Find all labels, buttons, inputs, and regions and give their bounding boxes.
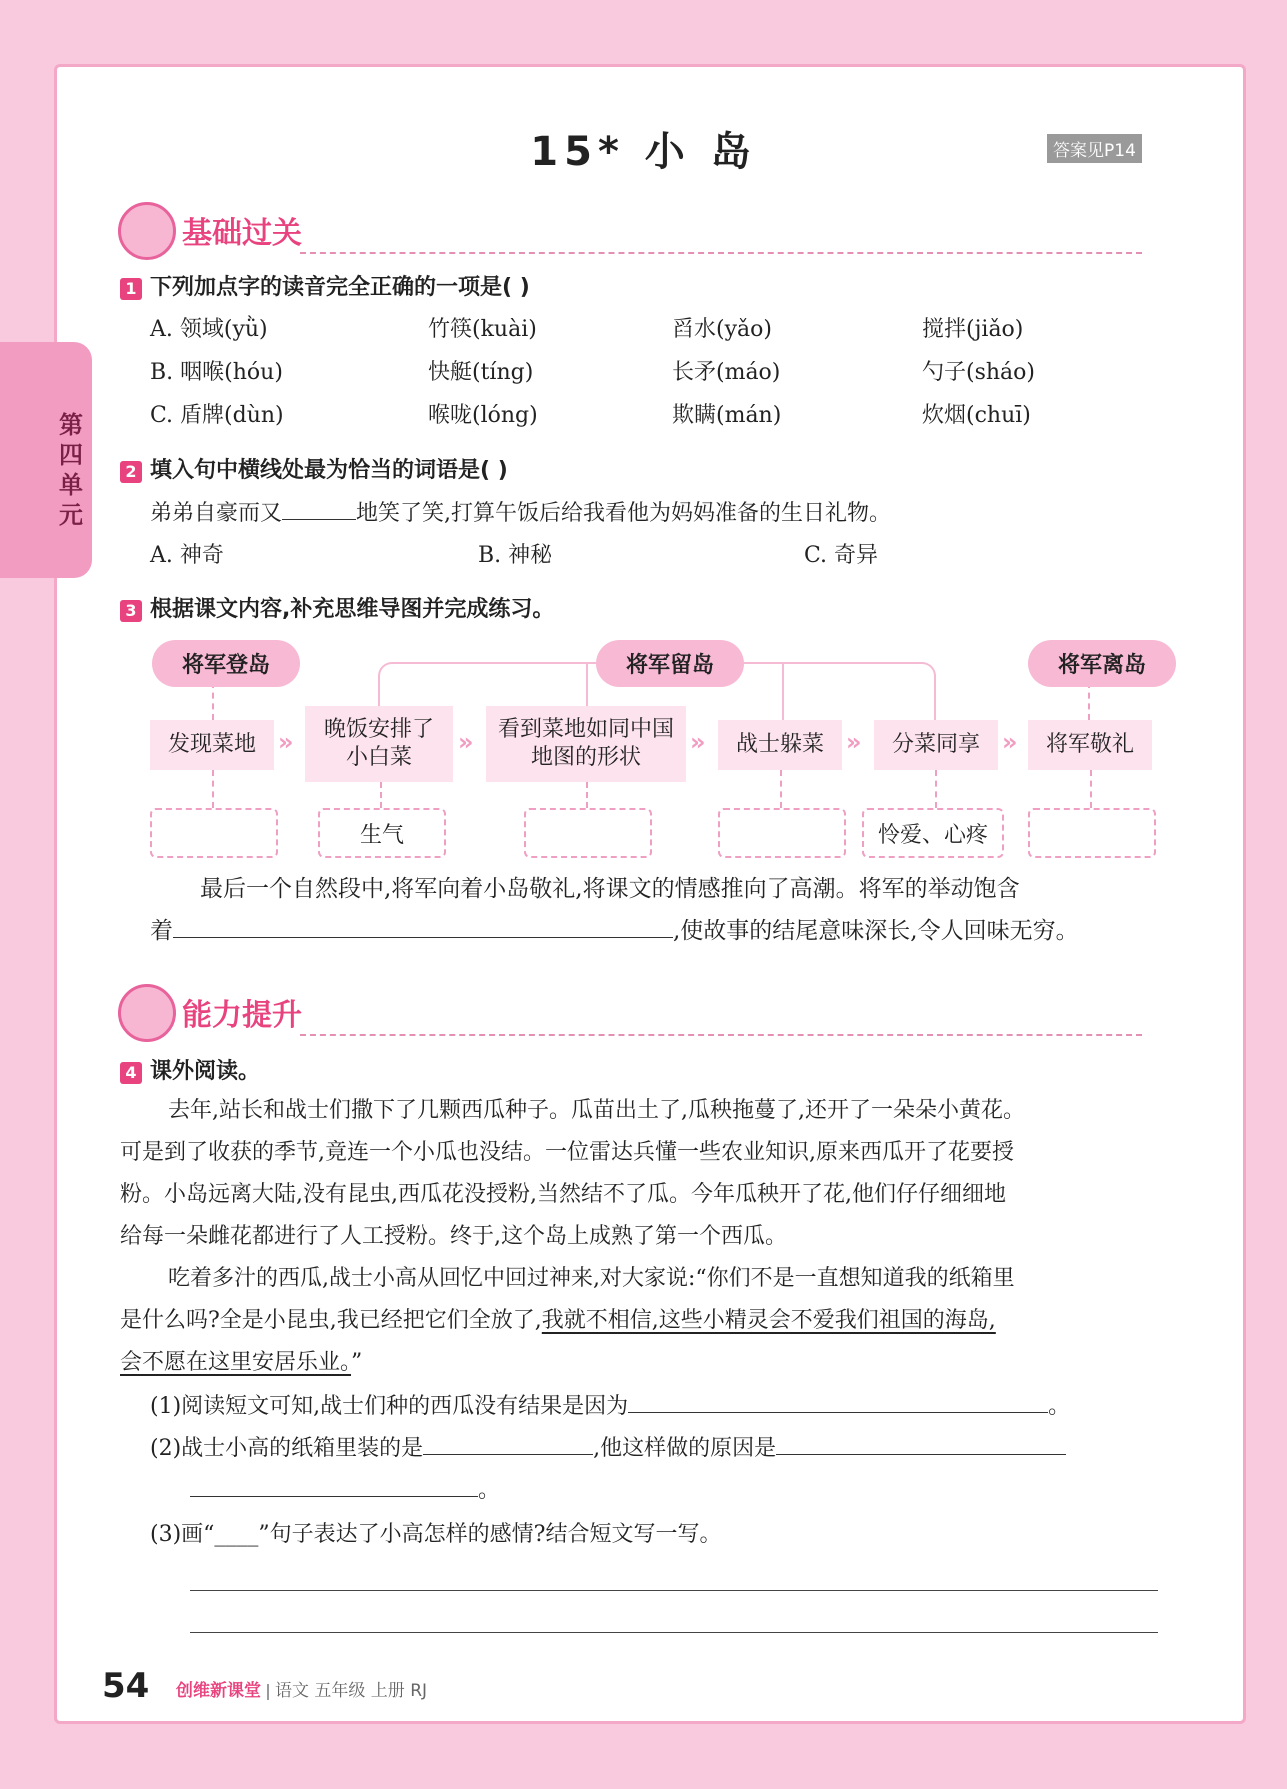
q1-option-a4: 搅拌(jiǎo) — [922, 317, 1024, 342]
q1-option-a2: 竹筷(kuài) — [428, 317, 537, 342]
q4-sub2-blank-b[interactable] — [776, 1454, 1066, 1455]
q2-option-c: C. 奇异 — [804, 543, 879, 568]
mindmap-box-2: 晚饭安排了小白菜 — [305, 706, 453, 782]
answer-reference: 答案见P14 — [1047, 134, 1142, 163]
q4-sub3: (3)画“____”句子表达了小高怎样的感情?结合短文写一写。 — [150, 1522, 722, 1547]
q2-blank[interactable] — [282, 519, 356, 520]
unit-tab-label: 第四单元 — [59, 411, 83, 529]
q2-sentence: 弟弟自豪而又 地笑了笑,打算午饭后给我看他为妈妈准备的生日礼物。 — [150, 501, 892, 526]
q1-option-b2: 快艇(tíng) — [428, 360, 534, 385]
arrow-icon: » — [458, 728, 474, 756]
reading-line-5: 吃着多汁的西瓜,战士小高从回忆中回过神来,对大家说:“你们不是一直想知道我的纸箱里 — [168, 1266, 1015, 1291]
q3-paragraph-line2: 着 ,使故事的结尾意味深长,令人回味无穷。 — [150, 918, 1079, 944]
arrow-icon: » — [1002, 728, 1018, 756]
mindmap-oval-landing: 将军登岛 — [152, 640, 300, 687]
q1-option-a1: A. 领域(yǜ) — [150, 317, 268, 342]
mindmap-link — [212, 682, 214, 720]
mindmap-link — [1090, 770, 1092, 808]
mindmap-answer-1[interactable] — [150, 808, 278, 858]
q1-option-b1: B. 咽喉(hóu) — [150, 360, 283, 385]
q1-option-a3: 舀水(yǎo) — [672, 317, 772, 342]
q4-sub2: (2)战士小高的纸箱里装的是 ,他这样做的原因是 — [150, 1428, 1066, 1470]
mindmap-link — [380, 782, 382, 808]
q2-option-a: A. 神奇 — [150, 543, 224, 568]
question-1-prompt: 1 下列加点字的读音完全正确的一项是( ) — [120, 270, 530, 301]
lesson-title: 15* 小 岛 — [530, 129, 757, 175]
mindmap-box-4: 战士躲菜 — [718, 720, 842, 770]
reading-line-7: 会不愿在这里安居乐业。” — [120, 1350, 363, 1375]
q4-sub2-cont: 。 — [190, 1470, 500, 1512]
reading-line-6: 是什么吗?全是小昆虫,我已经把它们全放了,我就不相信,这些小精灵会不爱我们祖国的海岛, — [120, 1308, 996, 1333]
mindmap-box-3: 看到菜地如同中国地图的形状 — [486, 706, 686, 782]
question-4-number: 4 — [120, 1062, 142, 1084]
mascot-icon — [118, 984, 176, 1042]
section-title-ability: 能力提升 — [182, 998, 302, 1033]
reading-line-1: 去年,站长和战士们撒下了几颗西瓜种子。瓜苗出土了,瓜秧拖蔓了,还开了一朵朵小黄花。 — [168, 1098, 1025, 1123]
mindmap-link — [935, 770, 937, 808]
q4-sub1: (1)阅读短文可知,战士们种的西瓜没有结果是因为 。 — [150, 1394, 1071, 1419]
arrow-icon: » — [278, 728, 294, 756]
q2-option-b: B. 神秘 — [478, 543, 553, 568]
answer-line-1[interactable] — [190, 1590, 1158, 1591]
question-2-number: 2 — [120, 461, 142, 483]
q4-sub2-blank-a[interactable] — [423, 1454, 593, 1455]
reading-line-4: 给每一朵雌花都进行了人工授粉。终于,这个岛上成熟了第一个西瓜。 — [120, 1224, 787, 1249]
mindmap-box-5: 分菜同享 — [874, 720, 998, 770]
question-1-number: 1 — [120, 278, 142, 300]
mindmap-box-1: 发现菜地 — [150, 720, 274, 770]
underlined-sentence: 我就不相信,这些小精灵会不爱我们祖国的海岛, — [541, 1308, 996, 1333]
mindmap-answer-3[interactable] — [524, 808, 652, 858]
q1-option-b3: 长矛(máo) — [672, 360, 781, 385]
footer-separator — [267, 1684, 269, 1700]
mindmap-answer-5[interactable]: 怜爱、心疼 — [862, 808, 1004, 858]
reading-line-2: 可是到了收获的季节,竟连一个小瓜也没结。一位雷达兵懂一些农业知识,原来西瓜开了花要授 — [120, 1140, 1014, 1165]
q3-paragraph-line1: 最后一个自然段中,将军向着小岛敬礼,将课文的情感推向了高潮。将军的举动饱含 — [200, 876, 1020, 902]
mindmap-link — [212, 770, 214, 808]
mindmap-oval-staying: 将军留岛 — [596, 640, 744, 687]
q1-option-c2: 喉咙(lóng) — [428, 403, 538, 428]
question-3-prompt: 3 根据课文内容,补充思维导图并完成练习。 — [120, 592, 554, 623]
section-divider — [300, 252, 1142, 254]
mindmap-box-6: 将军敬礼 — [1028, 720, 1152, 770]
question-4-prompt: 4 课外阅读。 — [120, 1054, 260, 1085]
question-2-prompt: 2 填入句中横线处最为恰当的词语是( ) — [120, 453, 508, 484]
mindmap-link — [780, 770, 782, 808]
mindmap-link — [586, 782, 588, 808]
mindmap-answer-4[interactable] — [718, 808, 846, 858]
question-3-number: 3 — [120, 600, 142, 622]
q4-sub2-blank-c[interactable] — [190, 1496, 478, 1497]
q1-option-c1: C. 盾牌(dùn) — [150, 403, 284, 428]
underlined-sentence-end: 会不愿在这里安居乐业。 — [120, 1350, 352, 1375]
page-number: 54 — [102, 1666, 150, 1706]
reading-line-3: 粉。小岛远离大陆,没有昆虫,西瓜花没授粉,当然结不了瓜。今年瓜秧开了花,他们仔仔细细地 — [120, 1182, 1006, 1207]
arrow-icon: » — [690, 728, 706, 756]
answer-line-2[interactable] — [190, 1632, 1158, 1633]
section-title-basic: 基础过关 — [182, 216, 302, 251]
section-divider — [300, 1034, 1142, 1036]
q1-option-c3: 欺瞒(mán) — [672, 403, 782, 428]
footer-brand: 创维新课堂 — [176, 1681, 261, 1701]
q3-blank[interactable] — [173, 937, 673, 938]
q1-option-b4: 勺子(sháo) — [922, 360, 1035, 385]
mindmap-oval-leaving: 将军离岛 — [1028, 640, 1176, 687]
mindmap-answer-2[interactable]: 生气 — [318, 808, 446, 858]
q4-sub1-blank[interactable] — [628, 1412, 1048, 1413]
footer-info: 创维新课堂 语文 五年级 上册 RJ — [176, 1681, 428, 1701]
mindmap-link — [1088, 682, 1090, 720]
q1-option-c4: 炊烟(chuī) — [922, 403, 1031, 428]
mindmap-answer-6[interactable] — [1028, 808, 1156, 858]
arrow-icon: » — [846, 728, 862, 756]
mascot-icon — [118, 202, 176, 260]
